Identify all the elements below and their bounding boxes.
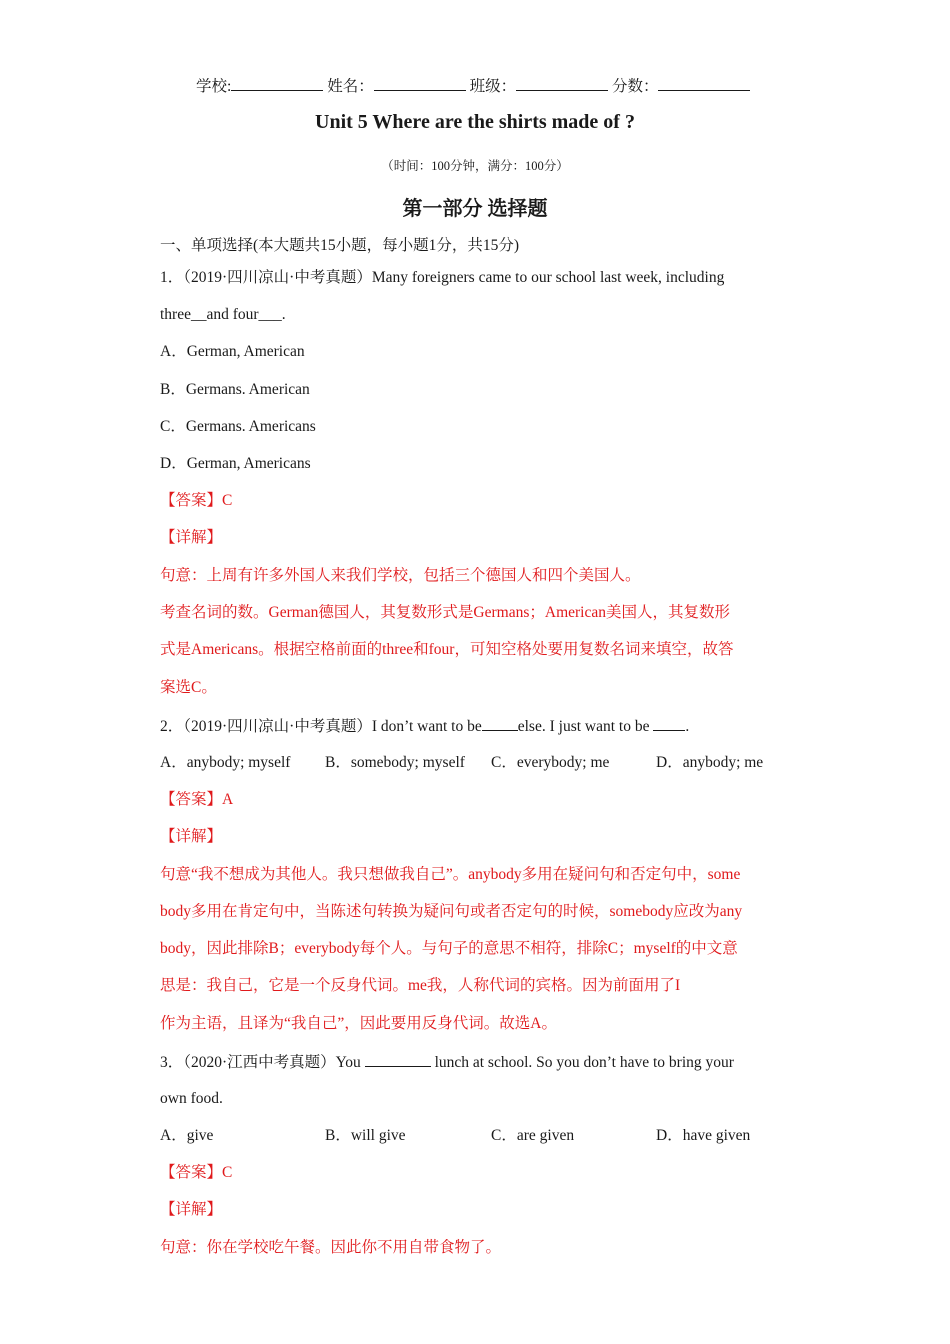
school-blank[interactable] (231, 76, 323, 91)
q2-explanation-line4: 思是：我自己，它是一个反身代词。me我，人称代词的宾格。因为前面用了I (160, 977, 681, 994)
q2-explanation-line3: body，因此排除B；everybody每个人。与句子的意思不相符，排除C；myself的中文意 (160, 940, 738, 957)
page-subtitle: （时间：100分钟，满分：100分） (381, 159, 569, 173)
q2-answer: 【答案】A (160, 791, 234, 808)
q2-explanation-line5: 作为主语，且译为“我自己”，因此要用反身代词。故选A。 (160, 1015, 557, 1032)
q2-explain-label: 【详解】 (160, 828, 223, 845)
q1-option-c: C．Germans. Americans (160, 418, 316, 435)
q2-stem-prefix: 2．（2019·四川凉山·中考真题）I don’t want to be (160, 718, 482, 735)
score-label: 分数： (611, 78, 659, 95)
q2-stem-end: . (685, 718, 690, 735)
q3-option-b: B．will give (325, 1127, 406, 1144)
q1-option-a: A．German, American (160, 343, 305, 360)
q3-blank[interactable] (365, 1052, 431, 1067)
q1-answer: 【答案】C (160, 492, 233, 509)
q2-explanation-line2: body多用在肯定句中，当陈述句转换为疑问句或者否定句的时候，somebody应改为any (160, 903, 743, 920)
page-title: Unit 5 Where are the shirts made of ? (315, 111, 635, 133)
q2-option-a: A．anybody; myself (160, 754, 291, 771)
q3-explanation-line1: 句意：你在学校吃午餐。因此你不用自带食物了。 (160, 1239, 502, 1256)
q3-answer: 【答案】C (160, 1164, 233, 1181)
q2-option-b: B．somebody; myself (325, 754, 465, 771)
q1-stem-line1: 1．（2019·四川凉山·中考真题）Many foreigners came to our school last week, including (160, 269, 725, 286)
q1-stem-line2: three__and four___. (160, 306, 286, 323)
q2-option-c: C．everybody; me (491, 754, 610, 771)
q3-option-c: C．are given (491, 1127, 575, 1144)
q1-explanation-line4: 案选C。 (160, 679, 217, 696)
q1-explain-label: 【详解】 (160, 529, 223, 546)
q3-stem-prefix: 3．（2020·江西中考真题）You (160, 1054, 361, 1071)
q3-stem-line2: own food. (160, 1090, 223, 1107)
name-blank[interactable] (374, 76, 466, 91)
section-title: 第一部分 选择题 (402, 198, 548, 220)
q2-explanation-line1: 句意“我不想成为其他人。我只想做我自己”。anybody多用在疑问句和否定句中，some (160, 866, 741, 883)
name-label: 姓名： (327, 78, 374, 95)
q3-stem-line1 (160, 1052, 734, 1073)
q2-stem (160, 716, 689, 737)
score-blank[interactable] (658, 76, 750, 91)
q3-option-a: A．give (160, 1127, 214, 1144)
q3-stem-rest: lunch at school. So you don’t have to bring your (434, 1054, 734, 1071)
q2-stem-mid: else. I just want to be (517, 718, 650, 735)
class-label: 班级： (469, 78, 517, 95)
q2-blank-2[interactable] (653, 716, 685, 731)
q1-explanation-line2: 考查名词的数。German德国人，其复数形式是Germans；American美国人，其复数形 (160, 604, 730, 621)
q1-option-d: D．German, Americans (160, 455, 311, 472)
q2-blank-1[interactable] (482, 716, 518, 731)
q2-option-d: D．anybody; me (656, 754, 764, 771)
q1-option-b: B．Germans. American (160, 381, 310, 398)
q3-option-d: D．have given (656, 1127, 751, 1144)
q3-explain-label: 【详解】 (160, 1201, 223, 1218)
section-intro: 一、单项选择(本大题共15小题，每小题1分，共15分) (160, 237, 520, 254)
school-label: 学校: (196, 78, 232, 95)
student-info-line (196, 76, 750, 97)
class-blank[interactable] (516, 76, 608, 91)
q1-explanation-line1: 句意：上周有许多外国人来我们学校，包括三个德国人和四个美国人。 (160, 567, 641, 584)
q1-explanation-line3: 式是Americans。根据空格前面的three和four，可知空格处要用复数名词来填空，故答 (160, 641, 734, 658)
